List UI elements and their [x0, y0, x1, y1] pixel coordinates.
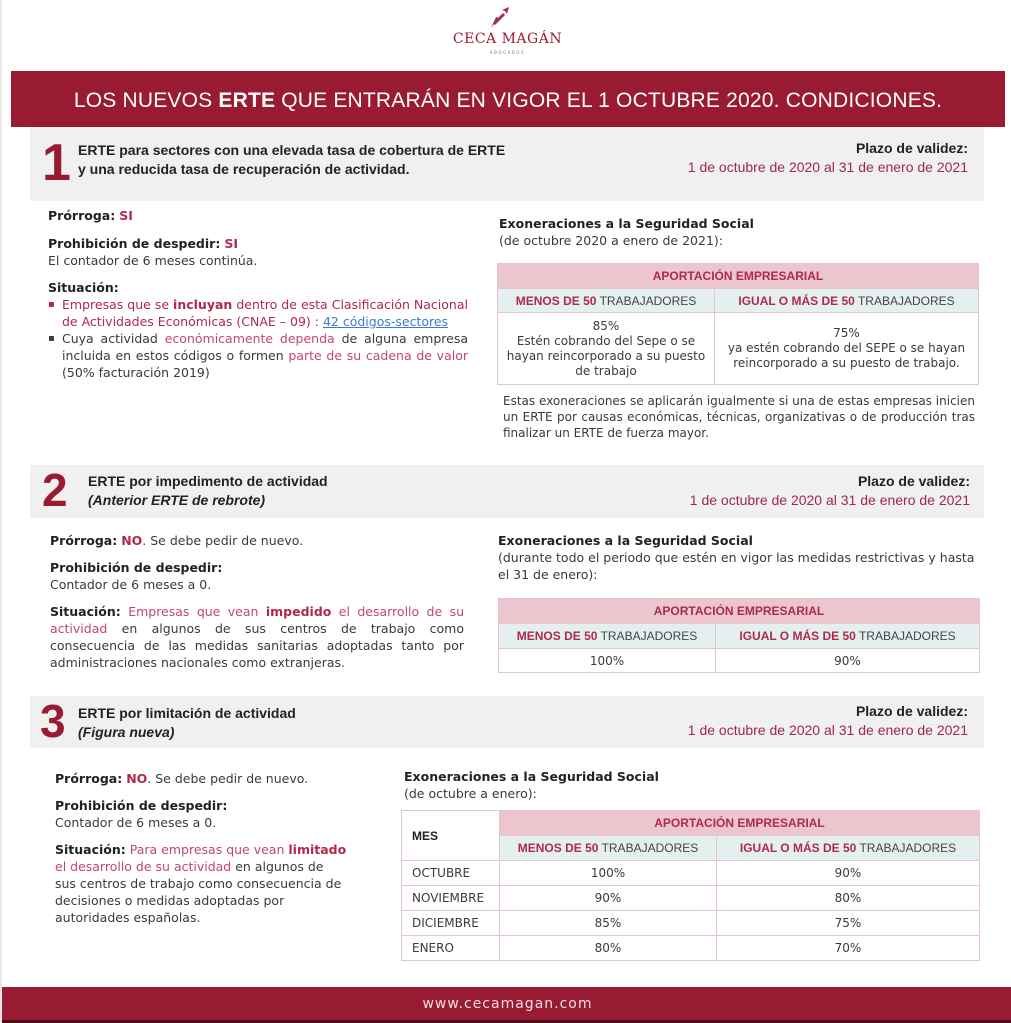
col-rest: TRABAJADORES: [599, 293, 697, 308]
col-menos-50: [498, 289, 715, 313]
table-cell: 90%: [500, 886, 717, 911]
page-title: [11, 71, 1005, 127]
prorroga: [50, 532, 464, 549]
col-bold: IGUAL O MÁS DE 50: [739, 841, 857, 855]
logo-subtitle: ABOGADOS: [489, 50, 526, 55]
text-bold: incluyan: [173, 297, 233, 312]
prorroga-value: NO: [121, 533, 143, 548]
logo-name: CECA MAGÁN: [452, 31, 563, 47]
table-cell: [715, 313, 979, 385]
mes-header: MES: [402, 811, 500, 861]
col-rest: TRABAJADORES: [858, 629, 956, 643]
section-1-exoneraciones: [499, 215, 979, 249]
section-3-table: [401, 810, 980, 961]
table-cell: 100%: [500, 861, 717, 886]
text: dentro de esta Clasificación Nacional de Actividades Económicas (CNAE – 09) :: [62, 297, 468, 329]
col-bold: MENOS DE 50: [517, 841, 599, 855]
prohibicion: [48, 235, 468, 252]
validity-value: 1 de octubre de 2020 al 31 de enero de 2021: [689, 492, 970, 508]
table-cell: 80%: [717, 886, 980, 911]
situacion-label: Situación:: [55, 842, 126, 857]
prorroga-label: Prórroga:: [48, 208, 116, 223]
col-rest: TRABAJADORES: [857, 293, 955, 308]
col-bold: IGUAL O MÁS DE 50: [738, 293, 855, 308]
exoneraciones-title: Exoneraciones a la Seguridad Social: [499, 216, 754, 231]
exoneraciones-period: (de octubre 2020 a enero de 2021):: [499, 233, 723, 248]
validity-label: Plazo de validez:: [857, 473, 970, 489]
text-bold: impedido: [265, 604, 332, 619]
table-cell: 90%: [716, 649, 980, 673]
footer: [2, 987, 1011, 1023]
section-number: 3: [40, 695, 66, 747]
prorroga: [48, 207, 468, 224]
section-title: [78, 141, 505, 179]
situacion-item: [48, 330, 468, 381]
section-title: [78, 704, 296, 742]
text: en algunos de sus centros de trabajo como consecuencia de las medidas sanitarias adoptadas tanto por administraciones nacionales como extranjeras.: [50, 621, 464, 670]
prohibicion-label: Prohibición de despedir:: [55, 798, 228, 813]
section-title: [88, 472, 328, 510]
col-menos-50: [500, 836, 717, 861]
pct: 75%: [833, 326, 860, 340]
exoneraciones-period: (de octubre a enero):: [404, 786, 537, 801]
prohibicion-label: Prohibición de despedir:: [50, 560, 223, 575]
table-row: [402, 911, 980, 936]
text-highlight: el desarrollo de su actividad: [50, 604, 465, 636]
prohibicion-value: SI: [224, 236, 238, 251]
exoneraciones-title: Exoneraciones a la Seguridad Social: [498, 533, 753, 548]
validity-label: Plazo de validez:: [855, 140, 968, 156]
table-header: APORTACIÓN EMPRESARIAL: [498, 264, 979, 289]
prorroga-value: SI: [119, 208, 133, 223]
quill-arrow-icon: [487, 6, 513, 30]
text: Empresas que se: [62, 297, 170, 312]
mes-cell: DICIEMBRE: [402, 911, 500, 936]
title-highlight: ERTE: [218, 89, 276, 112]
table-cell: 80%: [500, 936, 717, 961]
prohibicion-detail: El contador de 6 meses continúa.: [48, 253, 258, 268]
prorroga: [55, 770, 348, 787]
exoneraciones-title: Exoneraciones a la Seguridad Social: [404, 769, 659, 784]
table-cell: 100%: [499, 649, 716, 673]
prorroga-detail: . Se debe pedir de nuevo.: [147, 771, 309, 786]
text-bold: limitado: [288, 842, 347, 857]
prohibicion-label: Prohibición de despedir:: [48, 236, 221, 251]
text-highlight: Empresas que vean: [128, 604, 259, 619]
section-3-left: [55, 770, 348, 926]
validity-value: 1 de octubre de 2020 al 31 de enero de 2021: [687, 722, 968, 738]
section-title-line2: y una reducida tasa de recuperación de actividad.: [78, 161, 410, 177]
col-bold: MENOS DE 50: [515, 293, 597, 308]
text-highlight: el desarrollo de su actividad: [55, 859, 232, 874]
validity-period: [688, 702, 968, 740]
text: (50% facturación 2019): [62, 365, 210, 380]
logo: [2, 0, 1011, 66]
text-highlight: económicamente dependa: [164, 331, 335, 346]
situacion-list: [48, 296, 468, 381]
section-3-header: [30, 696, 984, 748]
situacion-label: Situación:: [48, 280, 119, 295]
table-row: [402, 861, 980, 886]
table-header: APORTACIÓN EMPRESARIAL: [499, 599, 980, 624]
situacion-label: Situación:: [50, 604, 121, 619]
table-header: APORTACIÓN EMPRESARIAL: [500, 811, 980, 836]
section-3-exoneraciones: [404, 768, 884, 802]
cnae-codes-link[interactable]: 42 códigos-sectores: [322, 314, 449, 329]
section-1-table: [497, 263, 979, 385]
table-cell: [498, 313, 715, 385]
table-cell: 75%: [717, 911, 980, 936]
prohibicion-detail: Contador de 6 meses a 0.: [55, 815, 217, 830]
text: Cuya actividad: [62, 331, 158, 346]
validity-period: [690, 472, 970, 510]
table-cell: 90%: [717, 861, 980, 886]
col-mas-50: [717, 836, 980, 861]
exoneraciones-period: (durante todo el periodo que estén en vigor las medidas restrictivas y hasta el 31 de enero):: [498, 550, 975, 582]
validity-period: [688, 139, 968, 177]
col-mas-50: [716, 624, 980, 649]
validity-label: Plazo de validez:: [855, 703, 968, 719]
section-2-exoneraciones: [498, 532, 982, 583]
table-cell: 70%: [717, 936, 980, 961]
cell-text: ya estén cobrando del SEPE o se hayan reincorporado a su puesto de trabajo.: [727, 341, 966, 370]
prorroga-label: Prórroga:: [55, 771, 123, 786]
prorroga-label: Prórroga:: [50, 533, 118, 548]
prorroga-detail: . Se debe pedir de nuevo.: [142, 533, 304, 548]
section-title-line1: ERTE para sectores con una elevada tasa de cobertura de ERTE: [78, 142, 506, 158]
section-title-line1: ERTE por limitación de actividad: [78, 705, 296, 721]
prohibicion-detail: Contador de 6 meses a 0.: [50, 577, 212, 592]
table-cell: 85%: [500, 911, 717, 936]
website-link[interactable]: www.cecamagan.com: [422, 995, 593, 1012]
col-rest: TRABAJADORES: [601, 841, 699, 855]
title-suffix: QUE ENTRARÁN EN VIGOR EL 1 OCTUBRE 2020. CONDICIONES.: [281, 89, 943, 112]
table-row: [402, 936, 980, 961]
section-2-header: [30, 465, 984, 518]
col-rest: TRABAJADORES: [600, 629, 698, 643]
text: en algunos de sus centros de trabajo como consecuencia de decisiones o medidas adoptadas por autoridades españolas.: [55, 859, 342, 925]
section-1-header: [30, 127, 984, 201]
cell-text: Estén cobrando del Sepe o se hayan reincorporado a su puesto de trabajo: [506, 333, 706, 378]
prorroga-value: NO: [126, 771, 148, 786]
title-banner: [11, 71, 1005, 127]
situacion: [50, 603, 464, 671]
section-2-left: [50, 532, 464, 671]
col-bold: MENOS DE 50: [516, 629, 598, 643]
title-prefix: LOS NUEVOS: [73, 89, 213, 112]
table-row: [402, 886, 980, 911]
col-rest: TRABAJADORES: [859, 841, 957, 855]
section-title-line1: ERTE por impedimento de actividad: [88, 473, 328, 489]
section-number: 2: [42, 464, 68, 516]
text: de alguna empresa incluida en estos códigos o formen: [62, 331, 468, 363]
section-title-line2: (Anterior ERTE de rebrote): [88, 492, 266, 508]
section-1-note: Estas exoneraciones se aplicarán igualmente si una de estas empresas inicien un ERTE por causas económicas, técnicas, organizativas o de producción tras finalizar un ERTE de fuerza mayor.: [503, 394, 975, 440]
section-number: 1: [42, 134, 71, 192]
mes-cell: ENERO: [402, 936, 500, 961]
validity-value: 1 de octubre de 2020 al 31 de enero de 2021: [687, 159, 968, 175]
section-1-left: [48, 207, 468, 381]
section-2-table: [498, 598, 980, 673]
col-mas-50: [715, 289, 979, 313]
text-highlight: Para empresas que vean: [129, 842, 285, 857]
mes-cell: OCTUBRE: [402, 861, 500, 886]
col-menos-50: [499, 624, 716, 649]
situacion: [55, 841, 348, 926]
situacion-item: [48, 296, 468, 330]
col-bold: IGUAL O MÁS DE 50: [739, 629, 856, 643]
pct: 85%: [592, 318, 620, 333]
section-title-line2: (Figura nueva): [78, 724, 175, 740]
text-highlight: parte de su cadena de valor: [288, 348, 468, 363]
mes-cell: NOVIEMBRE: [402, 886, 500, 911]
